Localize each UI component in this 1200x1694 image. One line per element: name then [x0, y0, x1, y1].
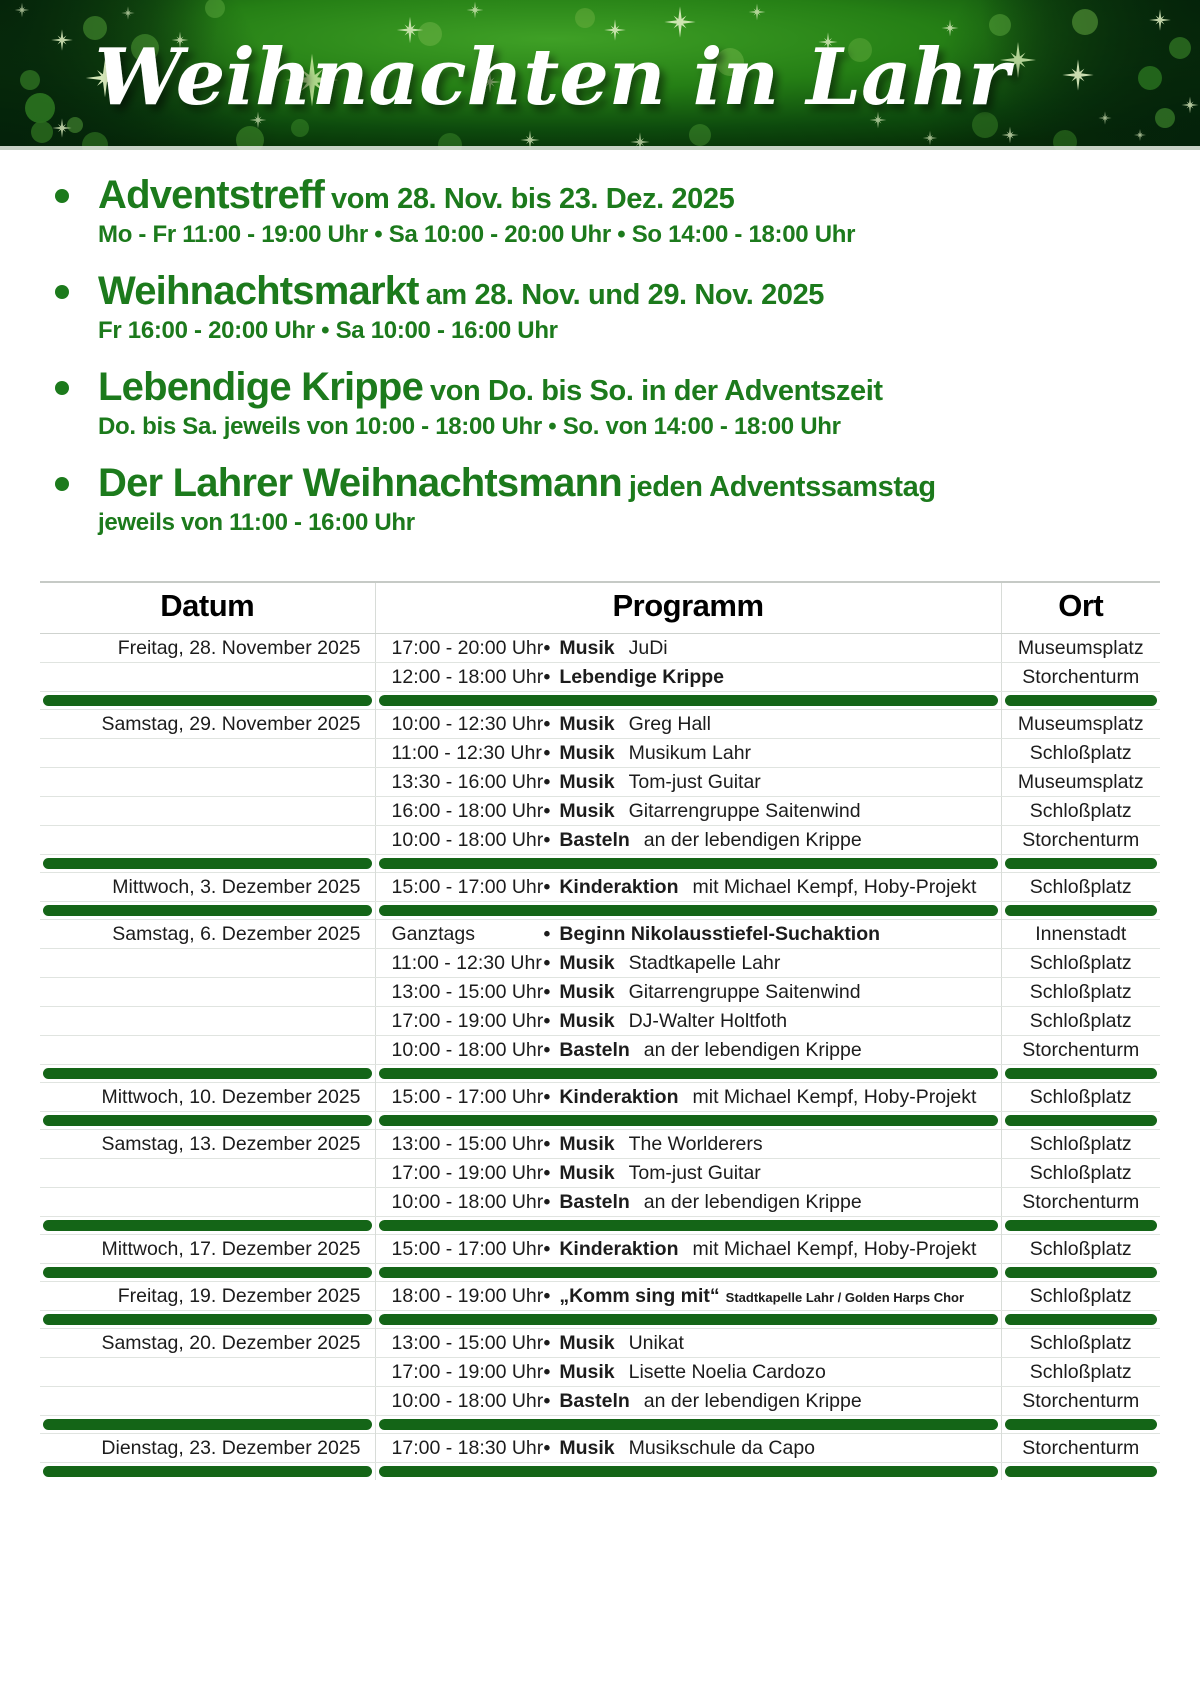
separator-bar — [379, 1466, 998, 1477]
program-cell — [375, 1083, 1001, 1112]
table-row — [40, 920, 1160, 949]
date-cell — [40, 1007, 375, 1036]
separator-bar — [43, 1220, 372, 1231]
table-row — [40, 710, 1160, 739]
bullet-separator: • — [543, 980, 551, 1003]
program-detail: mit Michael Kempf, Hoby-Projekt — [692, 1085, 977, 1108]
program-detail: an der lebendigen Krippe — [643, 1190, 862, 1213]
bullet-separator: • — [543, 828, 551, 851]
bullet-separator: • — [543, 636, 551, 659]
separator-cell — [40, 1463, 375, 1481]
ort-cell: Museumsplatz — [1001, 768, 1160, 797]
schedule-table — [40, 581, 1160, 1480]
ort-cell: Storchenturm — [1001, 1188, 1160, 1217]
separator-bar — [1005, 1419, 1158, 1430]
separator-row — [40, 1463, 1160, 1481]
separator-bar — [43, 1267, 372, 1278]
date-cell: Samstag, 6. Dezember 2025 — [40, 920, 375, 949]
separator-cell — [40, 1217, 375, 1235]
program-label: Musik — [559, 1331, 615, 1354]
table-row — [40, 663, 1160, 692]
separator-row — [40, 1264, 1160, 1282]
event-heading — [98, 270, 824, 316]
ort-cell: Innenstadt — [1001, 920, 1160, 949]
date-cell: Mittwoch, 17. Dezember 2025 — [40, 1235, 375, 1264]
event-time: 10:00 - 18:00 Uhr — [391, 828, 544, 851]
bullet-icon — [55, 477, 69, 491]
bullet-separator: • — [543, 951, 551, 974]
ort-cell: Storchenturm — [1001, 663, 1160, 692]
date-cell: Freitag, 19. Dezember 2025 — [40, 1282, 375, 1311]
table-row — [40, 797, 1160, 826]
date-cell: Freitag, 28. November 2025 — [40, 634, 375, 663]
separator-row — [40, 1416, 1160, 1434]
separator-row — [40, 855, 1160, 873]
event-item-adventstreff — [52, 174, 1170, 249]
program-detail: Lisette Noelia Cardozo — [628, 1360, 826, 1383]
event-subtitle: jeden Adventssamstag — [628, 471, 936, 503]
separator-cell — [40, 1264, 375, 1282]
ort-cell: Schloßplatz — [1001, 1358, 1160, 1387]
separator-bar — [43, 1068, 372, 1079]
event-item-lebendige-krippe — [52, 366, 1170, 441]
program-label: Lebendige Krippe — [559, 665, 725, 688]
ort-cell: Schloßplatz — [1001, 1235, 1160, 1264]
column-header-ort: Ort — [1001, 582, 1160, 634]
program-label: Musik — [559, 712, 615, 735]
program-cell — [375, 1007, 1001, 1036]
bullet-separator: • — [543, 741, 551, 764]
table-row — [40, 1007, 1160, 1036]
ort-cell: Storchenturm — [1001, 1036, 1160, 1065]
program-detail: DJ-Walter Holtfoth — [628, 1009, 788, 1032]
table-row — [40, 949, 1160, 978]
separator-bar — [1005, 1220, 1158, 1231]
date-cell: Samstag, 20. Dezember 2025 — [40, 1329, 375, 1358]
separator-bar — [43, 695, 372, 706]
bullet-separator: • — [543, 665, 551, 688]
bullet-separator: • — [543, 1436, 551, 1459]
separator-bar — [379, 905, 998, 916]
table-row — [40, 768, 1160, 797]
program-detail: The Worlderers — [628, 1132, 763, 1155]
event-subtitle: am 28. Nov. und 29. Nov. 2025 — [425, 279, 825, 311]
date-cell — [40, 1036, 375, 1065]
program-label: Basteln — [559, 1190, 630, 1213]
date-cell — [40, 768, 375, 797]
event-time: 13:00 - 15:00 Uhr — [391, 1331, 544, 1354]
event-title: Der Lahrer Weihnachtsmann — [98, 461, 622, 505]
bullet-separator: • — [543, 1360, 551, 1383]
program-label: Musik — [559, 741, 615, 764]
program-label: Musik — [559, 799, 615, 822]
event-item-weihnachtsmann — [52, 462, 1170, 537]
bullet-separator: • — [543, 1389, 551, 1412]
separator-cell — [375, 1112, 1001, 1130]
separator-cell — [40, 1112, 375, 1130]
event-time: Ganztags — [391, 922, 475, 945]
program-cell — [375, 873, 1001, 902]
program-cell — [375, 978, 1001, 1007]
header-row — [40, 582, 1160, 634]
program-label: Basteln — [559, 1038, 630, 1061]
separator-row — [40, 692, 1160, 710]
event-text — [98, 366, 883, 441]
separator-cell — [1001, 692, 1160, 710]
separator-cell — [375, 855, 1001, 873]
program-detail: JuDi — [628, 636, 668, 659]
program-label: Musik — [559, 636, 615, 659]
separator-cell — [40, 1065, 375, 1083]
event-time: 15:00 - 17:00 Uhr — [391, 1237, 544, 1260]
separator-cell — [1001, 1311, 1160, 1329]
separator-cell — [1001, 855, 1160, 873]
separator-row — [40, 1112, 1160, 1130]
program-detail: Musikschule da Capo — [628, 1436, 816, 1459]
program-label: „Komm sing mit“ — [559, 1284, 720, 1307]
bullet-separator: • — [543, 1085, 551, 1108]
program-detail: Gitarrengruppe Saitenwind — [628, 980, 861, 1003]
separator-cell — [375, 1065, 1001, 1083]
separator-bar — [43, 858, 372, 869]
separator-cell — [1001, 902, 1160, 920]
event-time: 16:00 - 18:00 Uhr — [391, 799, 544, 822]
ort-cell: Storchenturm — [1001, 826, 1160, 855]
event-times: Fr 16:00 - 20:00 Uhr • Sa 10:00 - 16:00 Uhr — [98, 317, 558, 344]
table-row — [40, 1282, 1160, 1311]
bullet-separator: • — [543, 1009, 551, 1032]
column-header-datum: Datum — [40, 582, 375, 634]
program-detail: Greg Hall — [628, 712, 711, 735]
separator-cell — [1001, 1217, 1160, 1235]
separator-cell — [1001, 1264, 1160, 1282]
program-detail: mit Michael Kempf, Hoby-Projekt — [692, 1237, 977, 1260]
event-time: 11:00 - 12:30 Uhr — [391, 741, 542, 764]
event-time: 17:00 - 18:30 Uhr — [391, 1436, 544, 1459]
date-cell: Dienstag, 23. Dezember 2025 — [40, 1434, 375, 1463]
table-row — [40, 1159, 1160, 1188]
event-time: 13:00 - 15:00 Uhr — [391, 1132, 544, 1155]
event-item-weihnachtsmarkt — [52, 270, 1170, 345]
program-cell — [375, 1130, 1001, 1159]
program-detail: Tom-just Guitar — [628, 770, 761, 793]
separator-cell — [40, 902, 375, 920]
separator-bar — [1005, 1314, 1158, 1325]
events-list — [0, 150, 1200, 537]
separator-bar — [43, 1115, 372, 1126]
program-cell — [375, 1159, 1001, 1188]
program-detail: Unikat — [628, 1331, 684, 1354]
bullet-icon — [55, 189, 69, 203]
program-label: Musik — [559, 1161, 615, 1184]
program-cell — [375, 949, 1001, 978]
program-detail: an der lebendigen Krippe — [643, 828, 862, 851]
ort-cell: Schloßplatz — [1001, 739, 1160, 768]
separator-cell — [1001, 1065, 1160, 1083]
program-cell — [375, 826, 1001, 855]
program-label: Musik — [559, 1009, 615, 1032]
table-row — [40, 873, 1160, 902]
separator-bar — [379, 1068, 998, 1079]
program-detail: an der lebendigen Krippe — [643, 1038, 862, 1061]
separator-cell — [375, 1311, 1001, 1329]
program-cell — [375, 739, 1001, 768]
separator-cell — [40, 692, 375, 710]
ort-cell: Schloßplatz — [1001, 978, 1160, 1007]
event-heading — [98, 174, 855, 220]
program-cell — [375, 1036, 1001, 1065]
event-title: Weihnachtsmarkt — [98, 269, 419, 313]
event-title: Lebendige Krippe — [98, 365, 424, 409]
table-row — [40, 1235, 1160, 1264]
separator-cell — [375, 692, 1001, 710]
date-cell — [40, 1358, 375, 1387]
program-cell — [375, 920, 1001, 949]
christmas-banner — [0, 0, 1200, 150]
event-time: 18:00 - 19:00 Uhr — [391, 1284, 544, 1307]
date-cell — [40, 1188, 375, 1217]
event-time: 17:00 - 20:00 Uhr — [391, 636, 544, 659]
event-title: Adventstreff — [98, 173, 324, 217]
event-times: Do. bis Sa. jeweils von 10:00 - 18:00 Uhr • So. von 14:00 - 18:00 Uhr — [98, 413, 841, 440]
bullet-separator: • — [543, 1237, 551, 1260]
program-label: Kinderaktion — [559, 875, 679, 898]
event-heading — [98, 462, 936, 508]
bullet-separator: • — [543, 1161, 551, 1184]
program-cell — [375, 1358, 1001, 1387]
separator-cell — [375, 1264, 1001, 1282]
table-row — [40, 1329, 1160, 1358]
ort-cell: Schloßplatz — [1001, 1159, 1160, 1188]
separator-row — [40, 1217, 1160, 1235]
table-row — [40, 1130, 1160, 1159]
program-cell — [375, 710, 1001, 739]
separator-cell — [1001, 1463, 1160, 1481]
date-cell — [40, 1159, 375, 1188]
program-cell — [375, 1235, 1001, 1264]
separator-bar — [379, 1267, 998, 1278]
event-subtitle: von Do. bis So. in der Adventszeit — [430, 375, 883, 407]
program-cell — [375, 663, 1001, 692]
separator-bar — [1005, 1115, 1158, 1126]
ort-cell: Schloßplatz — [1001, 873, 1160, 902]
date-cell: Samstag, 29. November 2025 — [40, 710, 375, 739]
program-detail: an der lebendigen Krippe — [643, 1389, 862, 1412]
separator-bar — [379, 1220, 998, 1231]
date-cell — [40, 978, 375, 1007]
ort-cell: Storchenturm — [1001, 1434, 1160, 1463]
separator-cell — [40, 1416, 375, 1434]
ort-cell: Schloßplatz — [1001, 1130, 1160, 1159]
separator-bar — [379, 695, 998, 706]
separator-cell — [375, 1463, 1001, 1481]
event-time: 13:00 - 15:00 Uhr — [391, 980, 544, 1003]
bullet-separator: • — [543, 1038, 551, 1061]
table-row — [40, 826, 1160, 855]
date-cell: Samstag, 13. Dezember 2025 — [40, 1130, 375, 1159]
table-row — [40, 1434, 1160, 1463]
separator-bar — [1005, 905, 1158, 916]
separator-bar — [379, 1314, 998, 1325]
banner-title: Weihnachten in Lahr — [94, 32, 1010, 123]
event-text — [98, 174, 855, 249]
table-row — [40, 634, 1160, 663]
separator-cell — [1001, 1112, 1160, 1130]
table-row — [40, 739, 1160, 768]
separator-bar — [43, 1314, 372, 1325]
bullet-separator: • — [543, 875, 551, 898]
bullet-separator: • — [543, 1331, 551, 1354]
program-detail: Musikum Lahr — [628, 741, 752, 764]
column-header-programm: Programm — [375, 582, 1001, 634]
separator-bar — [43, 1419, 372, 1430]
date-cell — [40, 739, 375, 768]
separator-bar — [379, 1115, 998, 1126]
program-label: Beginn Nikolausstiefel-Suchaktion — [559, 922, 881, 945]
program-label: Musik — [559, 1436, 615, 1459]
program-label: Basteln — [559, 1389, 630, 1412]
bullet-separator: • — [543, 712, 551, 735]
date-cell — [40, 949, 375, 978]
program-label: Kinderaktion — [559, 1085, 679, 1108]
separator-row — [40, 1311, 1160, 1329]
separator-cell — [40, 855, 375, 873]
bullet-separator: • — [543, 1132, 551, 1155]
program-label: Kinderaktion — [559, 1237, 679, 1260]
ort-cell: Schloßplatz — [1001, 1329, 1160, 1358]
program-label: Musik — [559, 1132, 615, 1155]
ort-cell: Museumsplatz — [1001, 710, 1160, 739]
date-cell: Mittwoch, 3. Dezember 2025 — [40, 873, 375, 902]
separator-row — [40, 902, 1160, 920]
separator-cell — [375, 1416, 1001, 1434]
event-time: 10:00 - 12:30 Uhr — [391, 712, 544, 735]
separator-bar — [1005, 1068, 1158, 1079]
table-row — [40, 978, 1160, 1007]
event-time: 17:00 - 19:00 Uhr — [391, 1360, 544, 1383]
bullet-separator: • — [543, 922, 551, 945]
banner-bottom-edge — [0, 146, 1200, 150]
event-time: 10:00 - 18:00 Uhr — [391, 1038, 544, 1061]
program-detail: Stadtkapelle Lahr / Golden Harps Chor — [725, 1289, 965, 1305]
separator-bar — [1005, 1466, 1158, 1477]
separator-cell — [375, 902, 1001, 920]
program-cell — [375, 1434, 1001, 1463]
separator-bar — [379, 858, 998, 869]
bullet-separator: • — [543, 1284, 551, 1307]
program-cell — [375, 797, 1001, 826]
table-row — [40, 1387, 1160, 1416]
ort-cell: Schloßplatz — [1001, 949, 1160, 978]
program-label: Musik — [559, 770, 615, 793]
ort-cell: Schloßplatz — [1001, 1282, 1160, 1311]
event-time: 10:00 - 18:00 Uhr — [391, 1190, 544, 1213]
program-detail: Stadtkapelle Lahr — [628, 951, 781, 974]
event-times: Mo - Fr 11:00 - 19:00 Uhr • Sa 10:00 - 20:00 Uhr • So 14:00 - 18:00 Uhr — [98, 221, 856, 248]
event-time: 13:30 - 16:00 Uhr — [391, 770, 544, 793]
program-label: Musik — [559, 951, 615, 974]
program-detail: Tom-just Guitar — [628, 1161, 761, 1184]
event-text — [98, 270, 824, 345]
program-label: Musik — [559, 980, 615, 1003]
bullet-icon — [55, 381, 69, 395]
ort-cell: Schloßplatz — [1001, 1083, 1160, 1112]
ort-cell: Schloßplatz — [1001, 797, 1160, 826]
separator-bar — [1005, 858, 1158, 869]
event-time: 12:00 - 18:00 Uhr — [391, 665, 544, 688]
program-label: Musik — [559, 1360, 615, 1383]
event-heading — [98, 366, 883, 412]
separator-row — [40, 1065, 1160, 1083]
separator-cell — [1001, 1416, 1160, 1434]
table-row — [40, 1083, 1160, 1112]
separator-cell — [375, 1217, 1001, 1235]
program-cell — [375, 1387, 1001, 1416]
program-cell — [375, 1329, 1001, 1358]
date-cell — [40, 663, 375, 692]
event-subtitle: vom 28. Nov. bis 23. Dez. 2025 — [331, 183, 735, 215]
event-text — [98, 462, 936, 537]
event-time: 17:00 - 19:00 Uhr — [391, 1009, 544, 1032]
program-cell — [375, 768, 1001, 797]
event-time: 17:00 - 19:00 Uhr — [391, 1161, 544, 1184]
date-cell: Mittwoch, 10. Dezember 2025 — [40, 1083, 375, 1112]
separator-bar — [379, 1419, 998, 1430]
ort-cell: Storchenturm — [1001, 1387, 1160, 1416]
ort-cell: Schloßplatz — [1001, 1007, 1160, 1036]
program-cell — [375, 634, 1001, 663]
bullet-icon — [55, 285, 69, 299]
event-time: 11:00 - 12:30 Uhr — [391, 951, 542, 974]
table-row — [40, 1188, 1160, 1217]
separator-bar — [1005, 695, 1158, 706]
table-row — [40, 1358, 1160, 1387]
schedule-body — [40, 634, 1160, 1481]
bullet-separator: • — [543, 799, 551, 822]
date-cell — [40, 826, 375, 855]
program-detail: Gitarrengruppe Saitenwind — [628, 799, 861, 822]
program-detail: mit Michael Kempf, Hoby-Projekt — [692, 875, 977, 898]
event-time: 15:00 - 17:00 Uhr — [391, 875, 544, 898]
separator-bar — [43, 905, 372, 916]
bullet-separator: • — [543, 770, 551, 793]
ort-cell: Museumsplatz — [1001, 634, 1160, 663]
event-time: 15:00 - 17:00 Uhr — [391, 1085, 544, 1108]
program-cell — [375, 1188, 1001, 1217]
separator-bar — [1005, 1267, 1158, 1278]
program-cell — [375, 1282, 1001, 1311]
date-cell — [40, 797, 375, 826]
program-label: Basteln — [559, 828, 630, 851]
separator-bar — [43, 1466, 372, 1477]
table-row — [40, 1036, 1160, 1065]
bullet-separator: • — [543, 1190, 551, 1213]
event-times: jeweils von 11:00 - 16:00 Uhr — [98, 509, 415, 536]
event-time: 10:00 - 18:00 Uhr — [391, 1389, 544, 1412]
separator-cell — [40, 1311, 375, 1329]
date-cell — [40, 1387, 375, 1416]
